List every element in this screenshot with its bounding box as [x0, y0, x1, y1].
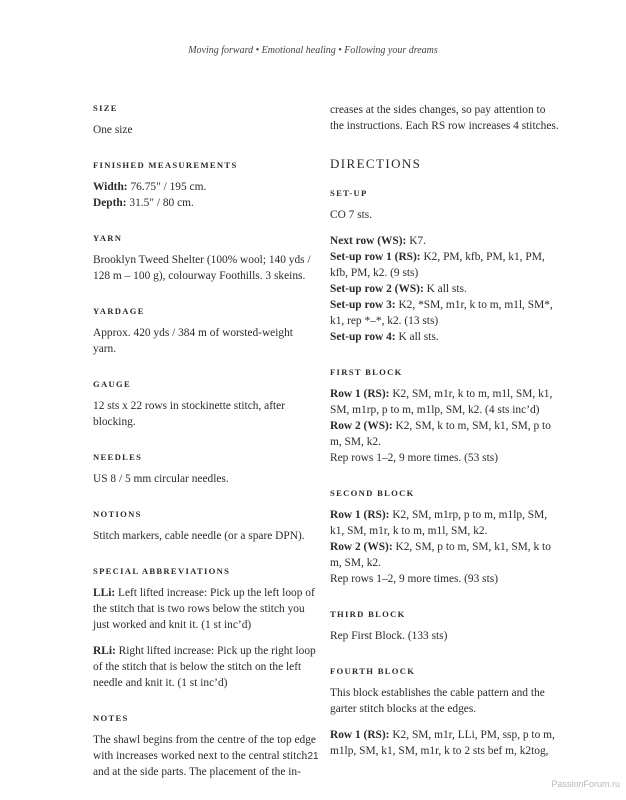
yarn-section	[93, 230, 315, 284]
notes-continued	[330, 102, 559, 134]
first-block-heading: FIRST BLOCK	[330, 367, 403, 377]
setup-heading: SET-UP	[330, 188, 368, 198]
rli-text: of the stitch that is below the stitch on the left	[93, 661, 302, 673]
notes-heading: NOTES	[93, 713, 129, 723]
rli-text: Right lifted increase: Pick up the right loop	[115, 645, 316, 657]
row-text: m, SM, k2.	[330, 436, 381, 448]
lli-text: just worked and knit it. (1 st inc’d)	[93, 619, 252, 631]
notes-line: The shawl begins from the centre of the top edge	[93, 734, 316, 746]
special-abbreviations-section	[93, 563, 315, 691]
row-label: Set-up row 1 (RS):	[330, 251, 421, 263]
running-head: Moving forward • Emotional healing • Following your dreams	[188, 45, 438, 56]
row-text: K all sts.	[395, 331, 439, 343]
finished-measurements-heading: FINISHED MEASUREMENTS	[93, 160, 238, 170]
first-block-section	[330, 364, 552, 466]
lli-label: LLi:	[93, 587, 116, 599]
repeat-text: Rep rows 1–2, 9 more times. (53 sts)	[330, 452, 498, 464]
rli-text: needle and knit it. (1 st inc’d)	[93, 677, 228, 689]
yardage-text: Approx. 420 yds / 384 m of worsted-weight yarn.	[93, 327, 293, 355]
page-number: 21	[307, 751, 319, 762]
row-label: Row 2 (WS):	[330, 541, 393, 553]
third-block-text: Rep First Block. (133 sts)	[330, 630, 448, 642]
rli-definition	[93, 643, 315, 691]
row-text: k1, rep *–*, k2. (13 sts)	[330, 315, 439, 327]
notions-text: Stitch markers, cable needle (or a spare DPN).	[93, 530, 305, 542]
width-line	[93, 179, 315, 195]
depth-label: Depth:	[93, 197, 127, 209]
row-label: Row 1 (RS):	[330, 729, 390, 741]
yarn-heading: YARN	[93, 233, 123, 243]
row-text: SM, m1rp, p to m, m1lp, SM, k2. (4 sts inc’d)	[330, 404, 540, 416]
lli-text: the stitch that is two rows below the stitch you	[93, 603, 305, 615]
left-column	[93, 100, 315, 799]
fourth-block-section	[330, 663, 555, 759]
yarn-line: 128 m – 100 g), colourway Foothills. 3 skeins.	[93, 270, 306, 282]
repeat-text: Rep rows 1–2, 9 more times. (93 sts)	[330, 573, 498, 585]
gauge-text: 12 sts x 22 rows in stockinette stitch, after blocking.	[93, 400, 286, 428]
size-section	[93, 100, 315, 138]
setup-rows	[330, 233, 552, 345]
row-label: Row 2 (WS):	[330, 420, 393, 432]
fourth-block-intro: garter stitch blocks at the edges.	[330, 703, 477, 715]
cast-on-text: CO 7 sts.	[330, 209, 373, 221]
right-column	[330, 102, 559, 778]
width-label: Width:	[93, 181, 128, 193]
row-text: K2, SM, m1rp, p to m, m1lp, SM,	[389, 509, 548, 521]
fourth-block-intro: This block establishes the cable pattern and the	[330, 687, 545, 699]
gauge-heading: GAUGE	[93, 379, 132, 389]
row-label: Next row (WS):	[330, 235, 407, 247]
row-text: m, SM, k2.	[330, 557, 381, 569]
needles-text: US 8 / 5 mm circular needles.	[93, 473, 229, 485]
row-text: kfb, PM, k2. (9 sts)	[330, 267, 419, 279]
notes-line: creases at the sides changes, so pay attention to	[330, 104, 546, 116]
row-label: Set-up row 3:	[330, 299, 396, 311]
finished-measurements-section	[93, 157, 315, 211]
row-text: K all sts.	[423, 283, 467, 295]
row-label: Row 1 (RS):	[330, 388, 390, 400]
directions-title: DIRECTIONS	[330, 156, 422, 171]
lli-definition	[93, 585, 315, 633]
second-block-section	[330, 485, 552, 587]
notions-heading: NOTIONS	[93, 509, 142, 519]
needles-heading: NEEDLES	[93, 452, 143, 462]
row-label: Set-up row 2 (WS):	[330, 283, 424, 295]
yarn-line: Brooklyn Tweed Shelter (100% wool; 140 yds /	[93, 254, 311, 266]
notes-line: and at the side parts. The placement of the in-	[93, 766, 301, 778]
watermark: PassionForum.ru	[551, 779, 620, 789]
notes-line: the instructions. Each RS row increases 4 stitches.	[330, 120, 559, 132]
yardage-section	[93, 303, 315, 357]
row-label: Row 1 (RS):	[330, 509, 390, 521]
gauge-section	[93, 376, 315, 430]
row-text: K2, SM, m1r, LLi, PM, ssp, p to m,	[389, 729, 555, 741]
setup-section	[330, 185, 552, 345]
size-heading: SIZE	[93, 103, 118, 113]
needles-section	[93, 449, 315, 487]
notions-section	[93, 506, 315, 544]
row-text: K2, PM, kfb, PM, k1, PM,	[420, 251, 545, 263]
row-text: m1lp, SM, k1, SM, m1r, k to 2 sts bef m, k2tog,	[330, 745, 549, 757]
special-abbreviations-heading: SPECIAL ABBREVIATIONS	[93, 566, 231, 576]
row-text: k1, SM, m1r, k to m, m1l, SM, k2.	[330, 525, 488, 537]
notes-line: with increases worked next to the central stitch	[93, 750, 308, 762]
row-text: K2, SM, m1r, k to m, m1l, SM, k1,	[389, 388, 553, 400]
third-block-heading: THIRD BLOCK	[330, 609, 406, 619]
width-value: 76.75" / 195 cm.	[127, 181, 207, 193]
yardage-heading: YARDAGE	[93, 306, 145, 316]
fourth-block-heading: FOURTH BLOCK	[330, 666, 416, 676]
row-text: K2, SM, k to m, SM, k1, SM, p to	[392, 420, 551, 432]
rli-label: RLi:	[93, 645, 116, 657]
row-text: K2, SM, p to m, SM, k1, SM, k to	[392, 541, 551, 553]
notes-section	[93, 710, 315, 780]
third-block-section	[330, 606, 552, 644]
row-text: K7.	[406, 235, 426, 247]
second-block-heading: SECOND BLOCK	[330, 488, 415, 498]
depth-value: 31.5" / 80 cm.	[126, 197, 194, 209]
row-label: Set-up row 4:	[330, 331, 396, 343]
size-text: One size	[93, 124, 133, 136]
row-text: K2, *SM, m1r, k to m, m1l, SM*,	[395, 299, 553, 311]
depth-line	[93, 195, 315, 211]
lli-text: Left lifted increase: Pick up the left loop of	[115, 587, 315, 599]
